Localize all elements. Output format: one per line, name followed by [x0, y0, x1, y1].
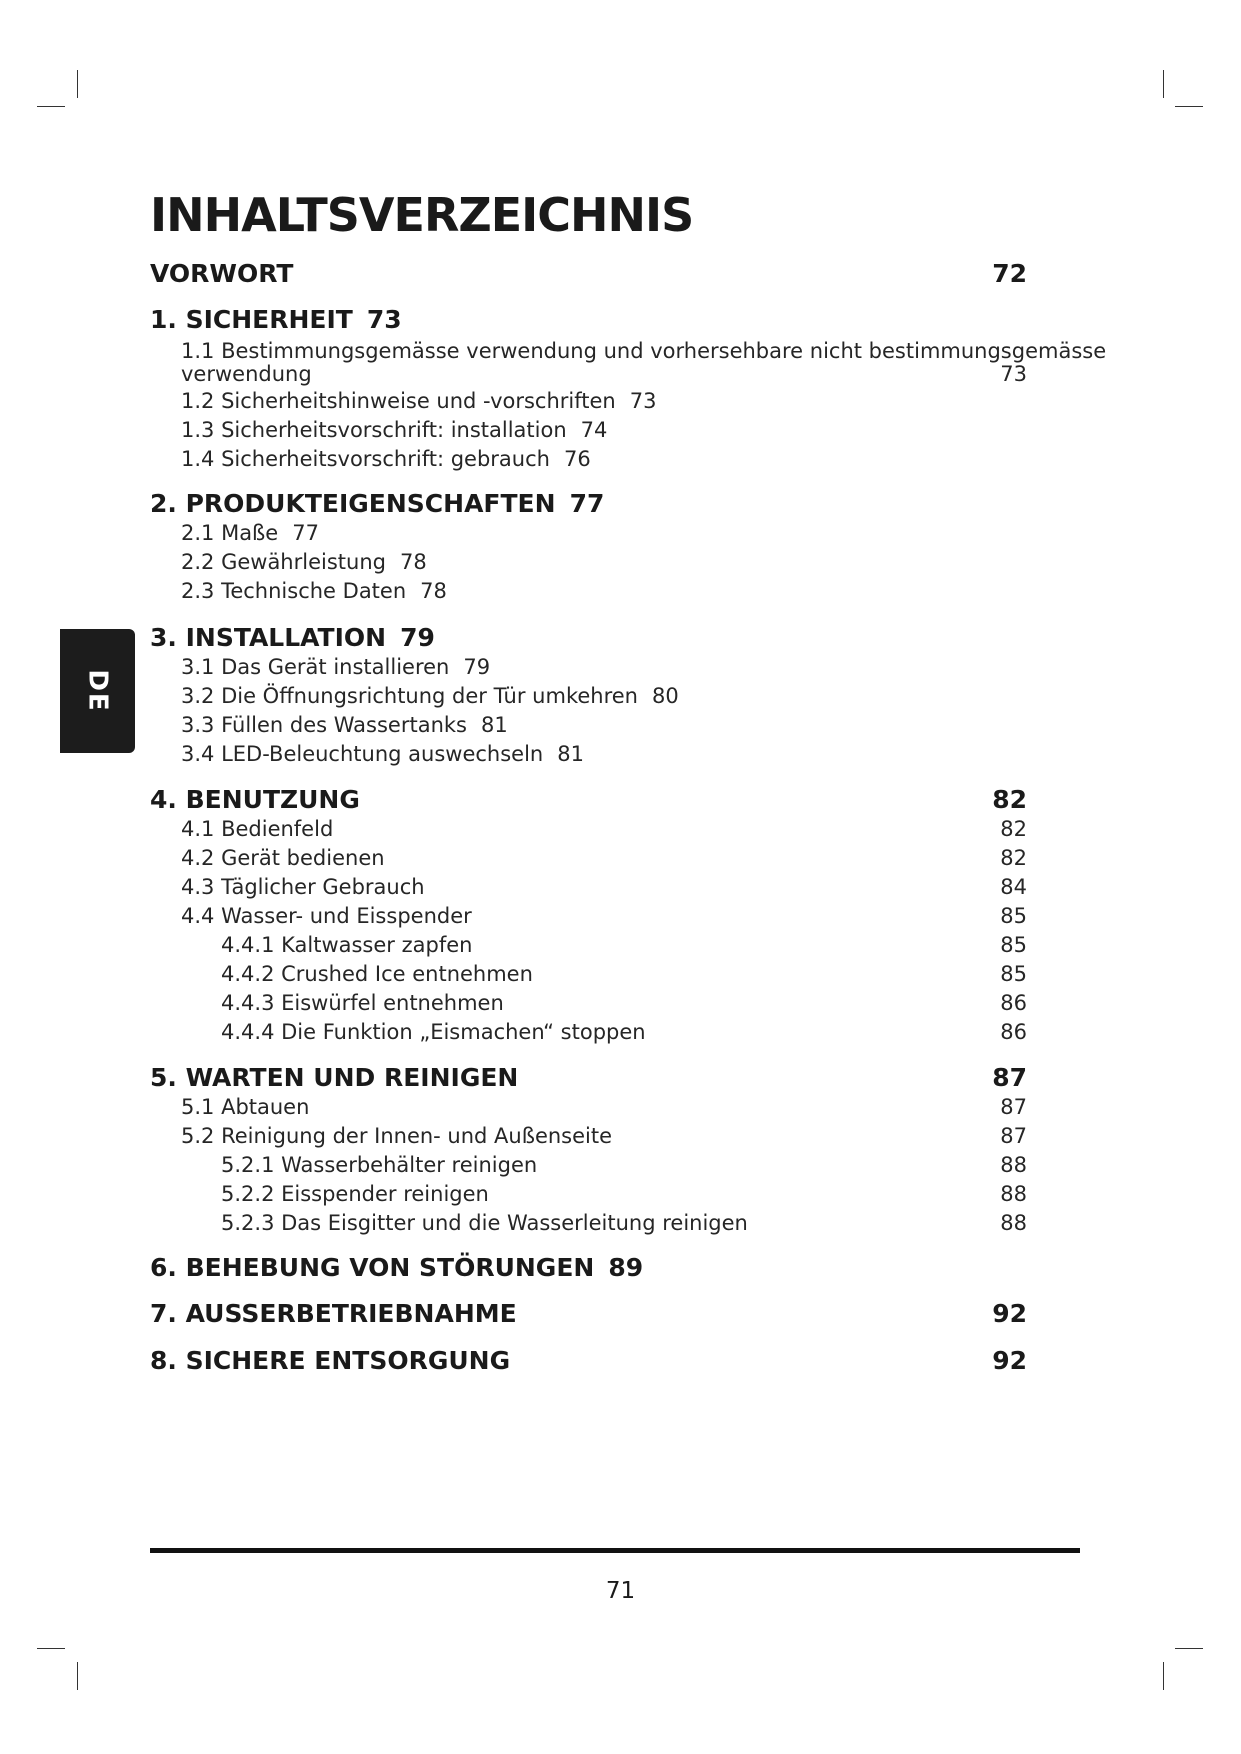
toc-heading-label: 2. PRODUKTEIGENSCHAFTEN	[150, 489, 556, 518]
toc-entry-4-4-4[interactable]	[221, 1020, 1027, 1044]
toc-page: 80	[652, 684, 679, 708]
toc-heading-produkteigenschaften[interactable]	[150, 489, 1027, 518]
toc-heading-label: 8. SICHERE ENTSORGUNG	[150, 1346, 511, 1375]
toc-entry-label: 3.4 LED-Beleuchtung auswechseln	[181, 742, 544, 766]
toc-entry-1-1[interactable]	[181, 339, 1107, 363]
crop-mark	[37, 106, 65, 107]
toc-entry-5-2-2[interactable]	[221, 1182, 1027, 1206]
toc-heading-label: 5. WARTEN UND REINIGEN	[150, 1063, 519, 1092]
toc-page: 88	[1000, 1182, 1027, 1206]
toc-entry-label: 2.1 Maße	[181, 521, 279, 545]
toc-page: 85	[1000, 962, 1027, 986]
toc-page: 82	[992, 785, 1027, 814]
footer-rule	[150, 1548, 1080, 1553]
toc-entry-3-1[interactable]	[181, 655, 1027, 679]
toc-entry-1-2[interactable]	[181, 389, 1027, 413]
toc-entry-label: 4.4.1 Kaltwasser zapfen	[221, 933, 473, 957]
toc-page: 81	[557, 742, 584, 766]
toc-entry-5-2-1[interactable]	[221, 1153, 1027, 1177]
toc-page: 79	[463, 655, 491, 679]
toc-entry-4-4-2[interactable]	[221, 962, 1027, 986]
toc-entry-label: 4.1 Bedienfeld	[181, 817, 334, 841]
crop-mark	[37, 1648, 65, 1649]
toc-entry-label: 1.3 Sicherheitsvorschrift: installation	[181, 418, 567, 442]
toc-entry-3-2[interactable]	[181, 684, 1027, 708]
toc-page: 88	[1000, 1153, 1027, 1177]
toc-entry-3-3[interactable]	[181, 713, 1027, 737]
toc-heading-label: 7. AUSSERBETRIEBNAHME	[150, 1299, 517, 1328]
toc-heading-benutzung[interactable]	[150, 785, 1027, 814]
toc-entry-label: 5.1 Abtauen	[181, 1095, 310, 1119]
toc-entry-5-2[interactable]	[181, 1124, 1027, 1148]
toc-page: 87	[1000, 1095, 1027, 1119]
toc-page: 77	[569, 489, 605, 518]
toc-heading-label: 1. SICHERHEIT	[150, 305, 353, 334]
page-title: INHALTSVERZEICHNIS	[150, 188, 694, 242]
crop-mark	[77, 1662, 78, 1690]
toc-entry-4-4-1[interactable]	[221, 933, 1027, 957]
toc-page: 73	[629, 389, 657, 413]
toc-entry-label: 5.2 Reinigung der Innen- und Außenseite	[181, 1124, 613, 1148]
toc-entry-label: 4.4.4 Die Funktion „Eismachen“ stoppen	[221, 1020, 646, 1044]
toc-heading-label: 3. INSTALLATION	[150, 623, 387, 652]
toc-heading-label: 6. BEHEBUNG VON STÖRUNGEN	[150, 1253, 595, 1282]
toc-page: 82	[1000, 817, 1027, 841]
toc-page: 78	[420, 579, 447, 603]
language-tab	[60, 629, 135, 753]
toc-heading-label: VORWORT	[150, 259, 294, 288]
toc-page: 92	[992, 1346, 1027, 1375]
toc-page: 85	[1000, 933, 1027, 957]
toc-entry-label: 1.1 Bestimmungsgemässe verwendung und vorhersehbare nicht bestimmungsgemässe	[181, 339, 1107, 363]
toc-page: 72	[992, 259, 1027, 288]
toc-page: 81	[481, 713, 508, 737]
toc-entry-1-3[interactable]	[181, 418, 1027, 442]
toc-entry-label: 3.1 Das Gerät installieren	[181, 655, 450, 679]
toc-page: 77	[292, 521, 319, 545]
toc-entry-label: 1.2 Sicherheitshinweise und -vorschriften	[181, 389, 616, 413]
toc-page: 84	[1000, 875, 1027, 899]
toc-heading-warten[interactable]	[150, 1063, 1027, 1092]
toc-page: 87	[1000, 1124, 1027, 1148]
toc-page: 73	[366, 305, 402, 334]
toc-heading-sicherheit[interactable]	[150, 305, 1027, 334]
toc-entry-label: 2.3 Technische Daten	[181, 579, 407, 603]
toc-entry-1-4[interactable]	[181, 447, 1027, 471]
toc-entry-label: verwendung	[181, 362, 312, 386]
toc-entry-2-1[interactable]	[181, 521, 1027, 545]
toc-entry-4-1[interactable]	[181, 817, 1027, 841]
toc-entry-label: 4.4.2 Crushed Ice entnehmen	[221, 962, 533, 986]
toc-page: 89	[608, 1253, 644, 1282]
crop-mark	[1163, 1662, 1164, 1690]
toc-entry-label: 5.2.1 Wasserbehälter reinigen	[221, 1153, 538, 1177]
toc-page: 85	[1000, 904, 1027, 928]
toc-page: 86	[1000, 1020, 1027, 1044]
toc-entry-label: 3.2 Die Öffnungsrichtung der Tür umkehren	[181, 684, 638, 708]
toc-entry-label: 2.2 Gewährleistung	[181, 550, 386, 574]
crop-mark	[77, 70, 78, 98]
toc-entry-label: 5.2.3 Das Eisgitter und die Wasserleitung reinigen	[221, 1211, 748, 1235]
page-number: 71	[605, 1578, 636, 1604]
toc-page: 76	[563, 447, 591, 471]
toc-page: 88	[1000, 1211, 1027, 1235]
toc-heading-stoerungen[interactable]	[150, 1253, 1027, 1282]
toc-entry-label: 4.2 Gerät bedienen	[181, 846, 385, 870]
toc-page: 82	[1000, 846, 1027, 870]
toc-page: 87	[992, 1063, 1027, 1092]
language-tab-label: DE	[82, 669, 113, 713]
toc-entry-4-4[interactable]	[181, 904, 1027, 928]
toc-entry-label: 4.4.3 Eiswürfel entnehmen	[221, 991, 504, 1015]
toc-page: 86	[1000, 991, 1027, 1015]
crop-mark	[1163, 70, 1164, 98]
toc-heading-label: 4. BENUTZUNG	[150, 785, 360, 814]
toc-entry-label: 1.4 Sicherheitsvorschrift: gebrauch	[181, 447, 550, 471]
toc-entry-4-2[interactable]	[181, 846, 1027, 870]
toc-entry-label: 4.4 Wasser- und Eisspender	[181, 904, 472, 928]
toc-entry-2-2[interactable]	[181, 550, 1027, 574]
toc-heading-installation[interactable]	[150, 623, 1027, 652]
toc-entry-4-3[interactable]	[181, 875, 1027, 899]
toc-entry-5-1[interactable]	[181, 1095, 1027, 1119]
toc-entry-3-4[interactable]	[181, 742, 1027, 766]
toc-entry-label: 4.3 Täglicher Gebrauch	[181, 875, 425, 899]
toc-entry-label: 5.2.2 Eisspender reinigen	[221, 1182, 489, 1206]
crop-mark	[1175, 1648, 1203, 1649]
toc-entry-1-1-cont[interactable]	[181, 362, 1027, 386]
toc-heading-entsorgung[interactable]	[150, 1346, 1027, 1375]
toc-heading-ausserbetriebnahme[interactable]	[150, 1299, 1027, 1328]
toc-page: 74	[580, 418, 608, 442]
toc-entry-5-2-3[interactable]	[221, 1211, 1027, 1235]
toc-page: 78	[399, 550, 427, 574]
toc-entry-label: 3.3 Füllen des Wassertanks	[181, 713, 467, 737]
toc-page: 92	[992, 1299, 1027, 1328]
crop-mark	[1175, 106, 1203, 107]
toc-heading-vorwort[interactable]	[150, 259, 1027, 288]
toc-page: 73	[1000, 362, 1027, 386]
toc-entry-4-4-3[interactable]	[221, 991, 1027, 1015]
toc-entry-2-3[interactable]	[181, 579, 1027, 603]
toc-page: 79	[400, 623, 435, 652]
